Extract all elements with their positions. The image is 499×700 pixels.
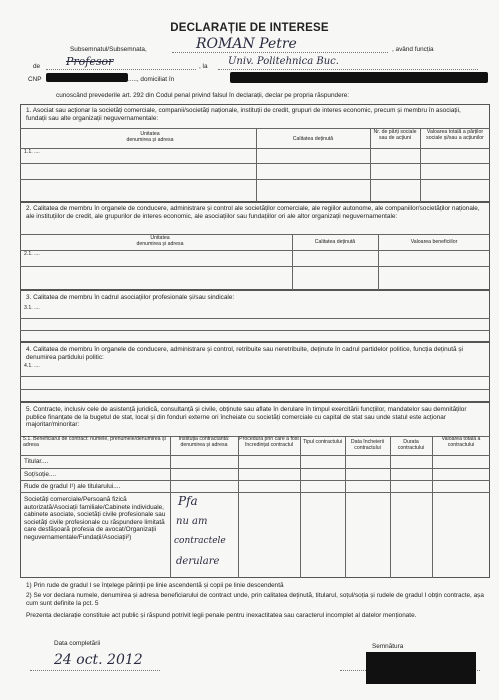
s5-col-beneficiary: 5.1. Beneficiarul de contract: numele, prenumele/denumirea și adresa (23, 436, 166, 448)
cnp-label: CNP (28, 76, 42, 83)
de-label: de (33, 63, 41, 70)
handwritten-note-line: contractele (174, 536, 226, 546)
signature-label: Semnătura (372, 643, 404, 650)
s1-col-value: Valoarea totală a părților sociale și/sau a acțiunilor (426, 129, 484, 141)
s2-row-number: 2.1. .... (24, 251, 40, 257)
s5-col-type: Tipul contractului (302, 439, 343, 445)
handwritten-note-line: Pfa (178, 494, 198, 508)
s5-col-value: Valoarea totală a contractului (441, 436, 481, 448)
s2-col-unit: Unitatea denumirea și adresa (136, 235, 184, 247)
s3-row-line (20, 330, 490, 331)
s5-col-institution: Instituția contractantă: denumirea și adresa (178, 436, 230, 448)
name-handwritten: ROMAN Petre (196, 36, 297, 52)
section-1-title: 1. Asociat sau acționar la societăți comerciale, companii/societăți naționale, instituții de credit, grupuri de interes economic, precum și membru în asociații, fundații sau alte organizații neguvernamentale: (26, 107, 461, 122)
function-handwritten: Profesor (66, 55, 114, 68)
s4-row-number: 4.1. .... (24, 363, 40, 369)
s5-col-procedure: Procedura prin care a fost încredințat contractul (239, 436, 299, 448)
s2-col-divider (378, 234, 379, 290)
section-5-title: 5. Contracte, inclusiv cele de asistență juridică, consultanță și civile, obținute sau aflate în derulare în timpul exercitării funcțiilor, mandatelor sau demnităților publice finanțate de la bugetul de stat, local și din fonduri externe ori încheiate cu societăți comerciale cu capital de stat sau unde statul este acționar majoritar/minoritar: (26, 406, 467, 429)
s1-col-shares: Nr. de părți sociale sau de acțiuni (373, 129, 417, 141)
s2-header-bottom (20, 250, 490, 251)
s5-col-divider (432, 436, 433, 578)
handwritten-note-line: derulare (176, 556, 220, 567)
s2-col-quality: Calitatea deținută (314, 239, 356, 245)
s5-col-divider (345, 436, 346, 578)
la-label: , la (199, 63, 208, 70)
s1-col-divider (370, 128, 371, 202)
function-line (46, 69, 196, 70)
s5-row-companies: Societăți comerciale/Persoană fizică autorizată/Asociații familiale/Cabinete individuale, cabinete asociate, societăți civile profesionale sau societăți civile profesionale cu răspundere limitată care desfășoară profesia de avocat/Organizații neguvernamentale/Fundații/Asociații²) (24, 496, 166, 541)
s3-row-line (20, 318, 490, 319)
s5-col-divider (390, 436, 391, 578)
s5-row-spouse: Soț/soție.... (24, 471, 56, 478)
s2-col-divider (292, 234, 293, 290)
s5-row-line (20, 468, 490, 469)
date-handwritten: 24 oct. 2012 (54, 652, 143, 668)
s5-row-relatives: Rude de gradul I¹) ale titularului.... (24, 483, 121, 490)
s2-header-top (20, 234, 490, 235)
cnp-redaction (46, 73, 128, 82)
domicile-redaction (230, 72, 488, 83)
s5-header-bottom (20, 455, 490, 456)
section-3-title: 3. Calitatea de membru în cadrul asociațiilor profesionale și/sau sindicale: (26, 294, 235, 301)
s4-row-line (20, 389, 490, 390)
institution-handwritten: Univ. Politehnica Buc. (228, 56, 339, 67)
s2-col-benefits: Valoarea beneficiilor (410, 239, 458, 245)
footnote-2: 2) Se vor declara numele, denumirea și adresa beneficiarului de contract unde, prin calitatea deținută, titularul, soțul/soția și rudele de gradul I obțin contracte, așa cum sunt definite la pct. 5 (26, 592, 484, 607)
s5-col-divider (170, 436, 171, 578)
s3-row-number: 3.1. .... (24, 305, 40, 311)
avand-functia-label: , având funcția (392, 46, 434, 53)
section-4-title: 4. Calitatea de membru în organele de conducere, administrare și control, retribuite sau neretribuite, deținute în cadrul partidelor politice, funcția deținută și denumirea partidului politic: (26, 346, 463, 361)
s1-col-quality: Calitatea deținută (292, 136, 334, 142)
s5-col-divider (300, 436, 301, 578)
document-title: DECLARAȚIE DE INTERESE (170, 22, 329, 34)
s1-row-number: 1.1. .... (24, 149, 40, 155)
s5-row-line (20, 492, 490, 493)
domicile-label: ....., domiciliat în (128, 76, 175, 83)
s2-row-line (20, 266, 490, 267)
public-act-statement: Prezenta declarație constituie act public și răspund potrivit legii penale pentru inexactitatea sau caracterul incomplet al datelor menționate. (26, 612, 417, 619)
date-label: Data completării (54, 640, 101, 647)
s5-col-date: Data încheierii contractului (350, 439, 385, 451)
institution-line (218, 69, 478, 70)
name-line (172, 52, 388, 53)
s1-col-divider (256, 128, 257, 202)
s1-col-unit: Unitatea denumirea și adresa (126, 131, 174, 143)
s5-col-divider (238, 436, 239, 578)
s4-row-line (20, 376, 490, 377)
s5-row-titular: Titular.... (24, 458, 49, 465)
handwritten-note-line: nu am (176, 516, 208, 527)
s1-col-divider (420, 128, 421, 202)
date-line (30, 670, 160, 671)
subsemnatul-label: Subsemnatul/Subsemnata, (70, 46, 147, 53)
declaration-intro: cunoscând prevederile art. 292 din Codul penal privind falsul în declarații, declar pe propria răspundere: (56, 92, 350, 99)
s5-row-line (20, 480, 490, 481)
section-2-title: 2. Calitatea de membru în organele de conducere, administrare și control ale societăților comerciale, ale regiilor autonome, ale companiilor/societăților naționale, ale instituțiilor de credit, ale grupurilor de interes economic, ale asociațiilor sau fundațiilor ori ale altor organizații neguvernamentale: (26, 205, 480, 220)
footnote-1: 1) Prin rude de gradul I se înțelege părinții pe linie ascendentă și copii pe linie descendentă (26, 582, 284, 589)
signature-redaction (366, 652, 476, 684)
s5-col-duration: Durata contractului (397, 439, 425, 451)
